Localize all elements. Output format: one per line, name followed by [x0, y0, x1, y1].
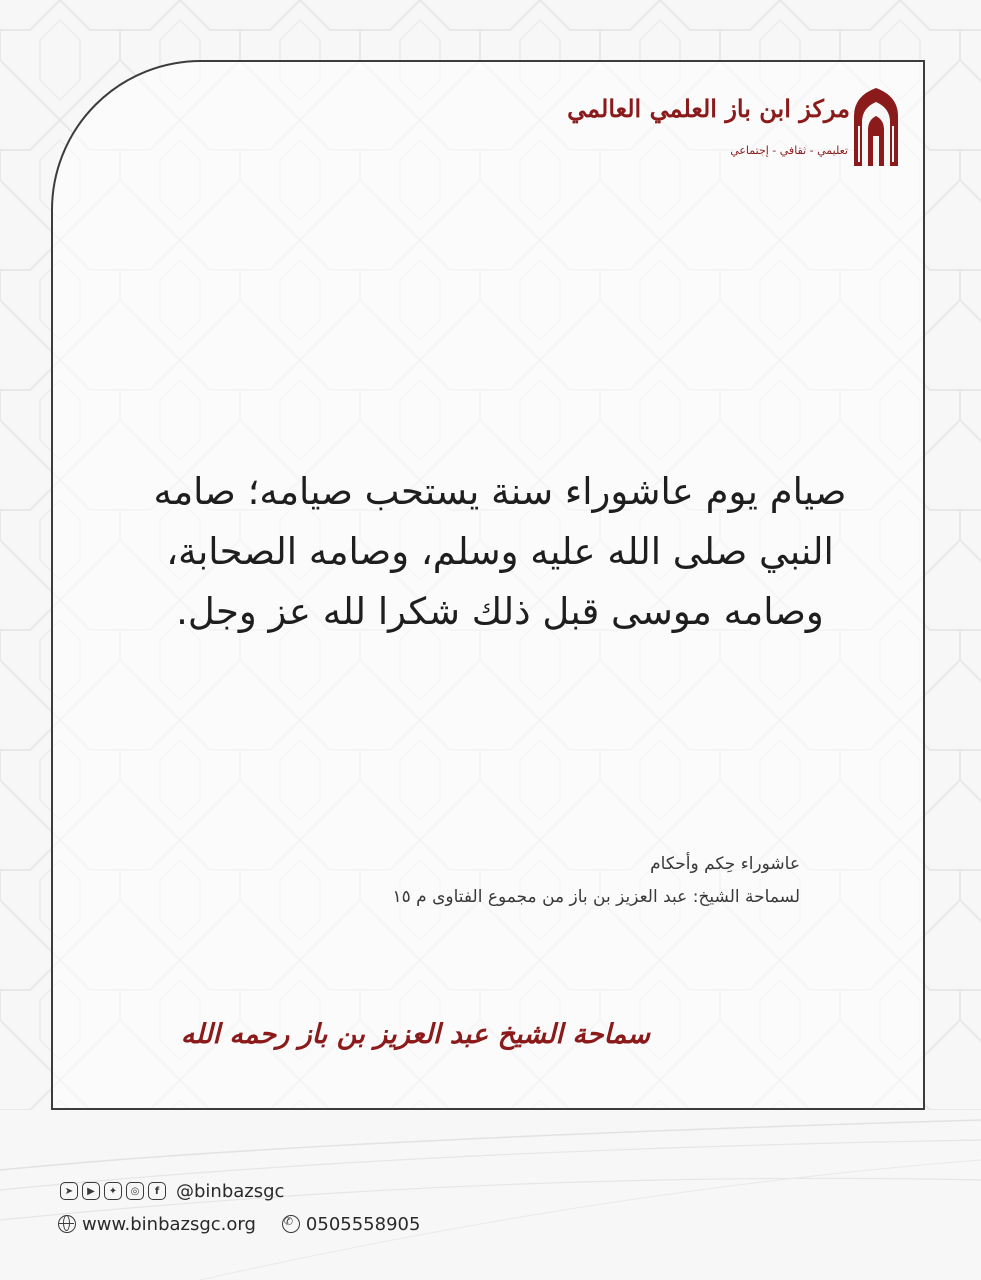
instagram-icon[interactable]: ◎ — [126, 1182, 144, 1200]
social-handle[interactable]: @binbazsgc — [176, 1180, 285, 1202]
quote-text — [90, 462, 910, 642]
youtube-icon[interactable]: ▶ — [82, 1182, 100, 1200]
globe-icon — [58, 1215, 76, 1233]
twitter-icon[interactable]: ✦ — [104, 1182, 122, 1200]
social-links — [60, 1180, 284, 1202]
website-link[interactable]: www.binbazsgc.org — [82, 1213, 256, 1235]
brand-name: مركز ابن باز العلمي العالمي — [567, 94, 850, 123]
contact-info — [58, 1212, 420, 1236]
whatsapp-icon — [282, 1215, 300, 1233]
brand-tagline: تعليمي - ثقافي - إجتماعي — [730, 144, 848, 157]
source-reference — [200, 848, 800, 914]
facebook-icon[interactable]: f — [148, 1182, 166, 1200]
quote-line: النبي صلى الله عليه وسلم، وصامه الصحابة، — [166, 530, 834, 573]
telegram-icon[interactable]: ➤ — [60, 1182, 78, 1200]
brand-logo — [567, 86, 910, 176]
source-attribution: لسماحة الشيخ: عبد العزيز بن باز من مجموع الفتاوى م ١٥ — [392, 887, 800, 907]
calligraphy-signature: سماحة الشيخ عبد العزيز بن باز رحمه الله — [180, 1019, 650, 1050]
quote-line: وصامه موسى قبل ذلك شكرا لله عز وجل. — [176, 590, 824, 633]
source-title: عاشوراء حِكم وأحكام — [650, 854, 800, 874]
mosque-arch-icon — [850, 86, 902, 168]
quote-line: صيام يوم عاشوراء سنة يستحب صيامه؛ صامه — [153, 470, 847, 513]
phone-number[interactable]: 0505558905 — [305, 1213, 421, 1235]
